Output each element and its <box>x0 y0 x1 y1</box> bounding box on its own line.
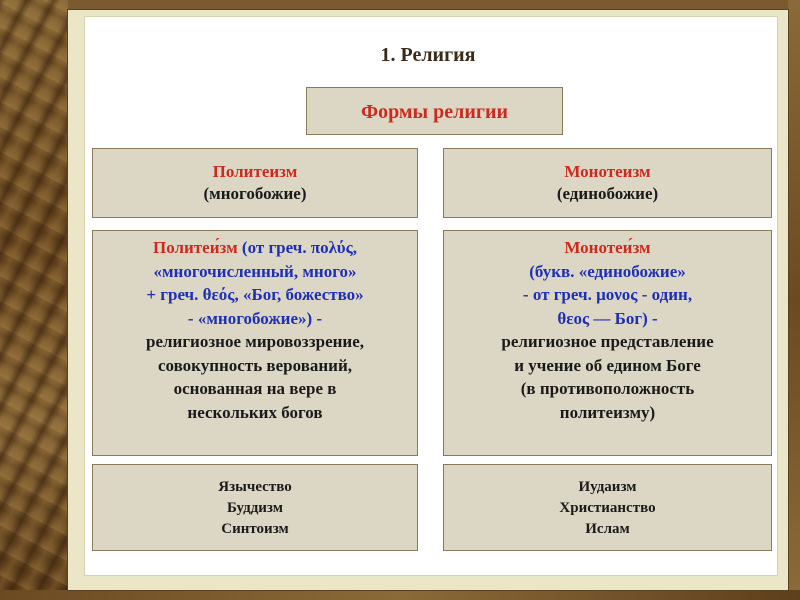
monotheism-desc-line-3: - от греч. μονος - один, <box>522 285 693 304</box>
polytheism-desc-line-6: совокупность верований, <box>157 355 353 375</box>
wood-border-right <box>788 0 800 600</box>
monotheism-examples-box <box>443 464 772 551</box>
monotheism-desc-line-7: (в противоположность <box>520 379 695 398</box>
monotheism-desc-line-5: религиозное представление <box>501 332 714 351</box>
polytheism-desc-line-2: «многочисленный, много» <box>153 261 357 281</box>
polytheism-description-box <box>92 230 418 456</box>
monotheism-desc-line-8: политеизму) <box>559 402 656 422</box>
polytheism-heading: Политеизм <box>212 162 298 181</box>
monotheism-desc-line-4: θεος — Бог) - <box>557 308 658 328</box>
example-item: Синтоизм <box>221 521 289 537</box>
polytheism-desc-line-4: - «многобожие») - <box>187 308 323 328</box>
wood-border-bottom <box>0 590 800 600</box>
polytheism-etymology-start: (от греч. πολύς, <box>237 238 358 257</box>
monotheism-desc-line-6: и учение об едином Боге <box>514 355 701 375</box>
polytheism-heading-box <box>92 148 418 218</box>
polytheism-term: Политеи́зм <box>152 238 238 257</box>
polytheism-desc-line-5: религиозное мировоззрение, <box>146 332 364 351</box>
example-item: Буддизм <box>227 500 283 516</box>
polytheism-desc-line-7: основанная на вере в <box>173 379 337 398</box>
example-item: Язычество <box>218 479 292 495</box>
example-item: Христианство <box>559 500 656 516</box>
monotheism-heading-box <box>443 148 772 218</box>
slide-title: 1. Религия <box>380 44 476 66</box>
polytheism-examples-box <box>92 464 418 551</box>
polytheism-desc-line-3: + греч. θεός, «Бог, божество» <box>146 285 364 304</box>
example-item: Иудаизм <box>578 479 637 495</box>
example-item: Ислам <box>585 521 630 537</box>
monotheism-description-box <box>443 230 772 456</box>
monotheism-term: Монотеи́зм <box>564 238 651 257</box>
polytheism-desc-line-1 <box>93 236 417 260</box>
wood-border-left <box>0 0 68 600</box>
polytheism-desc-line-8: нескольких богов <box>187 402 323 422</box>
monotheism-subheading: (единобожие) <box>556 184 659 203</box>
monotheism-desc-line-2: (букв. «единобожие» <box>529 261 686 281</box>
forms-of-religion-box: Формы религии <box>306 87 563 135</box>
polytheism-subheading: (многобожие) <box>203 184 307 203</box>
monotheism-heading: Монотеизм <box>564 162 651 181</box>
